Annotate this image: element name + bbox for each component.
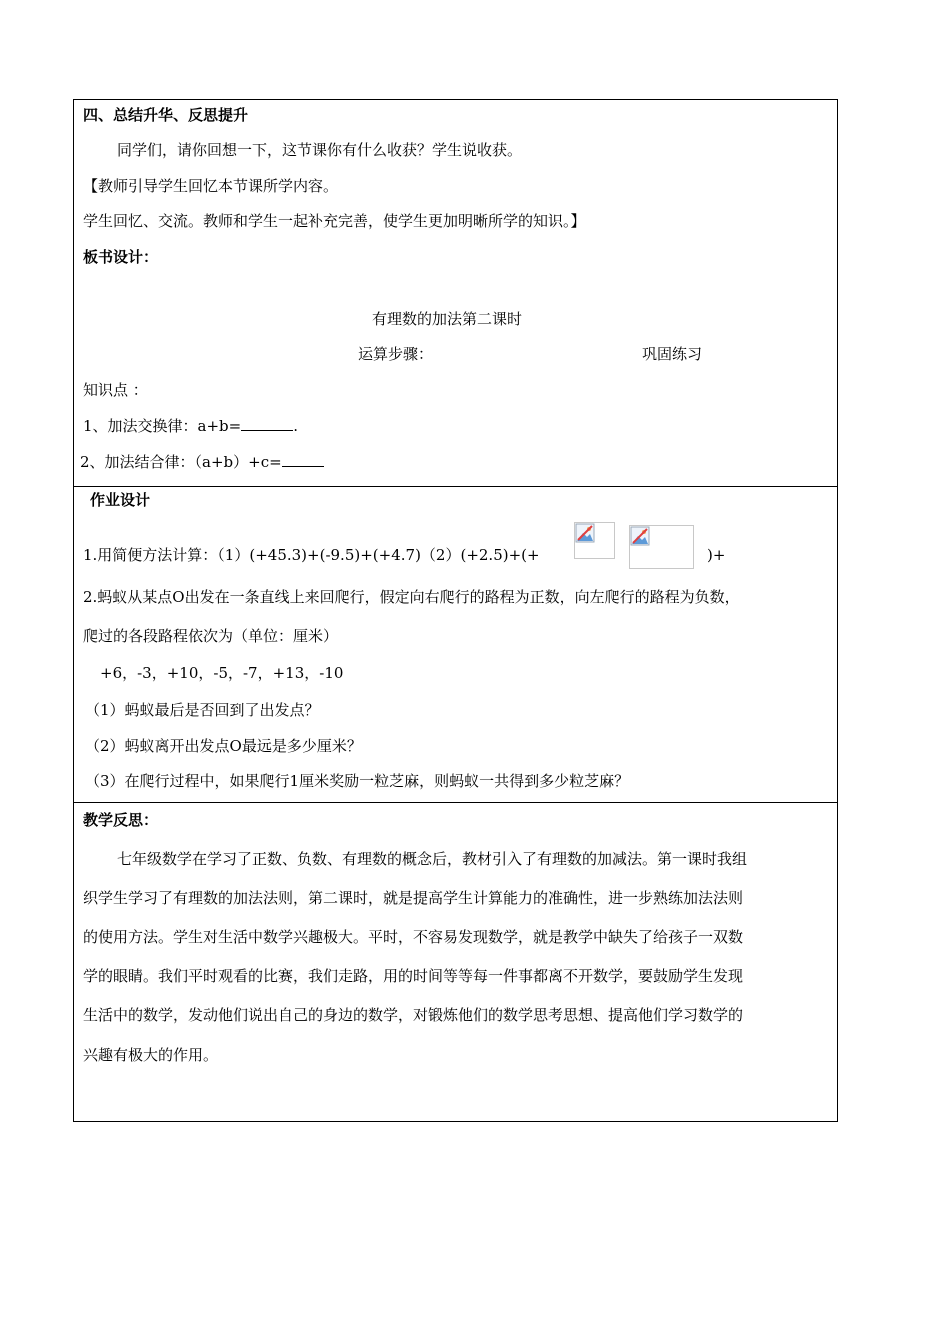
reflection-cell: [73, 803, 838, 1122]
summary-cell: [73, 99, 838, 487]
knowledge-label: 知识点 ：: [83, 381, 148, 399]
question-2-values: +6，-3，+10，-5，-7，+13，-10: [100, 664, 344, 682]
associative-law-text: 2、加法结合律：（a+b）+c=: [80, 453, 282, 471]
associative-law: [80, 452, 324, 472]
homework-cell: [73, 487, 838, 803]
summary-line-1: 同学们，请你回想一下，这节课你有什么收获？学生说收获。: [117, 141, 523, 159]
question-2-sub-3: （3）在爬行过程中，如果爬行1厘米奖励一粒芝麻，则蚂蚁一共得到多少粒芝麻？: [85, 772, 630, 790]
question-2-line-1: 2.蚂蚁从某点O出发在一条直线上来回爬行，假定向右爬行的路程为正数，向左爬行的路程为负数，: [83, 588, 740, 606]
question-1-tail: )+: [707, 546, 726, 564]
missing-image-2: [629, 525, 694, 569]
summary-line-2: 【教师引导学生回忆本节课所学内容。: [83, 177, 339, 195]
reflection-heading: 教学反思：: [83, 811, 159, 829]
homework-heading: 作业设计: [90, 491, 151, 509]
summary-line-3: 学生回忆、交流。教师和学生一起补充完善，使学生更加明晰所学的知识。】: [83, 212, 586, 230]
broken-image-icon: [630, 526, 650, 546]
broken-image-icon: [575, 523, 595, 543]
board-steps-label: 运算步骤：: [358, 345, 434, 363]
reflection-line-6: 兴趣有极大的作用。: [83, 1046, 219, 1064]
board-design-heading: 板书设计：: [83, 248, 159, 266]
question-1: 1.用简便方法计算：（1）(+45.3)+(-9.5)+(+4.7)（2）(+2.5)+(+: [83, 546, 540, 564]
reflection-line-5: 生活中的数学，发动他们说出自己的身边的数学，对锻炼他们的数学思考思想、提高他们学习数学的: [83, 1006, 744, 1024]
reflection-line-2: 织学生学习了有理数的加法法则，第二课时，就是提高学生计算能力的准确性，进一步熟练加法法则: [83, 889, 744, 907]
question-2-sub-2: （2）蚂蚁离开出发点O最远是多少厘米？: [85, 737, 362, 755]
summary-heading: 四、总结升华、反思提升: [83, 106, 249, 124]
answer-blank[interactable]: [241, 416, 293, 431]
reflection-line-3: 的使用方法。学生对生活中数学兴趣极大。平时，不容易发现数学，就是教学中缺失了给孩子一双数: [83, 928, 744, 946]
question-2-line-2: 爬过的各段路程依次为（单位：厘米）: [83, 627, 339, 645]
commutative-law-end: .: [293, 417, 299, 435]
lesson-plan-table: [73, 99, 838, 1122]
missing-image-1: [574, 522, 615, 559]
board-practice-label: 巩固练习: [642, 345, 703, 363]
commutative-law-text: 1、加法交换律：a+b=: [83, 417, 242, 435]
commutative-law: [83, 416, 298, 436]
reflection-line-1: 七年级数学在学习了正数、负数、有理数的概念后，教材引入了有理数的加减法。第一课时我组: [117, 850, 748, 868]
answer-blank[interactable]: [282, 452, 324, 467]
reflection-line-4: 学的眼睛。我们平时观看的比赛，我们走路，用的时间等等每一件事都离不开数学，要鼓励学生发现: [83, 967, 744, 985]
board-title: 有理数的加法第二课时: [372, 310, 523, 328]
question-2-sub-1: （1）蚂蚁最后是否回到了出发点？: [85, 701, 320, 719]
